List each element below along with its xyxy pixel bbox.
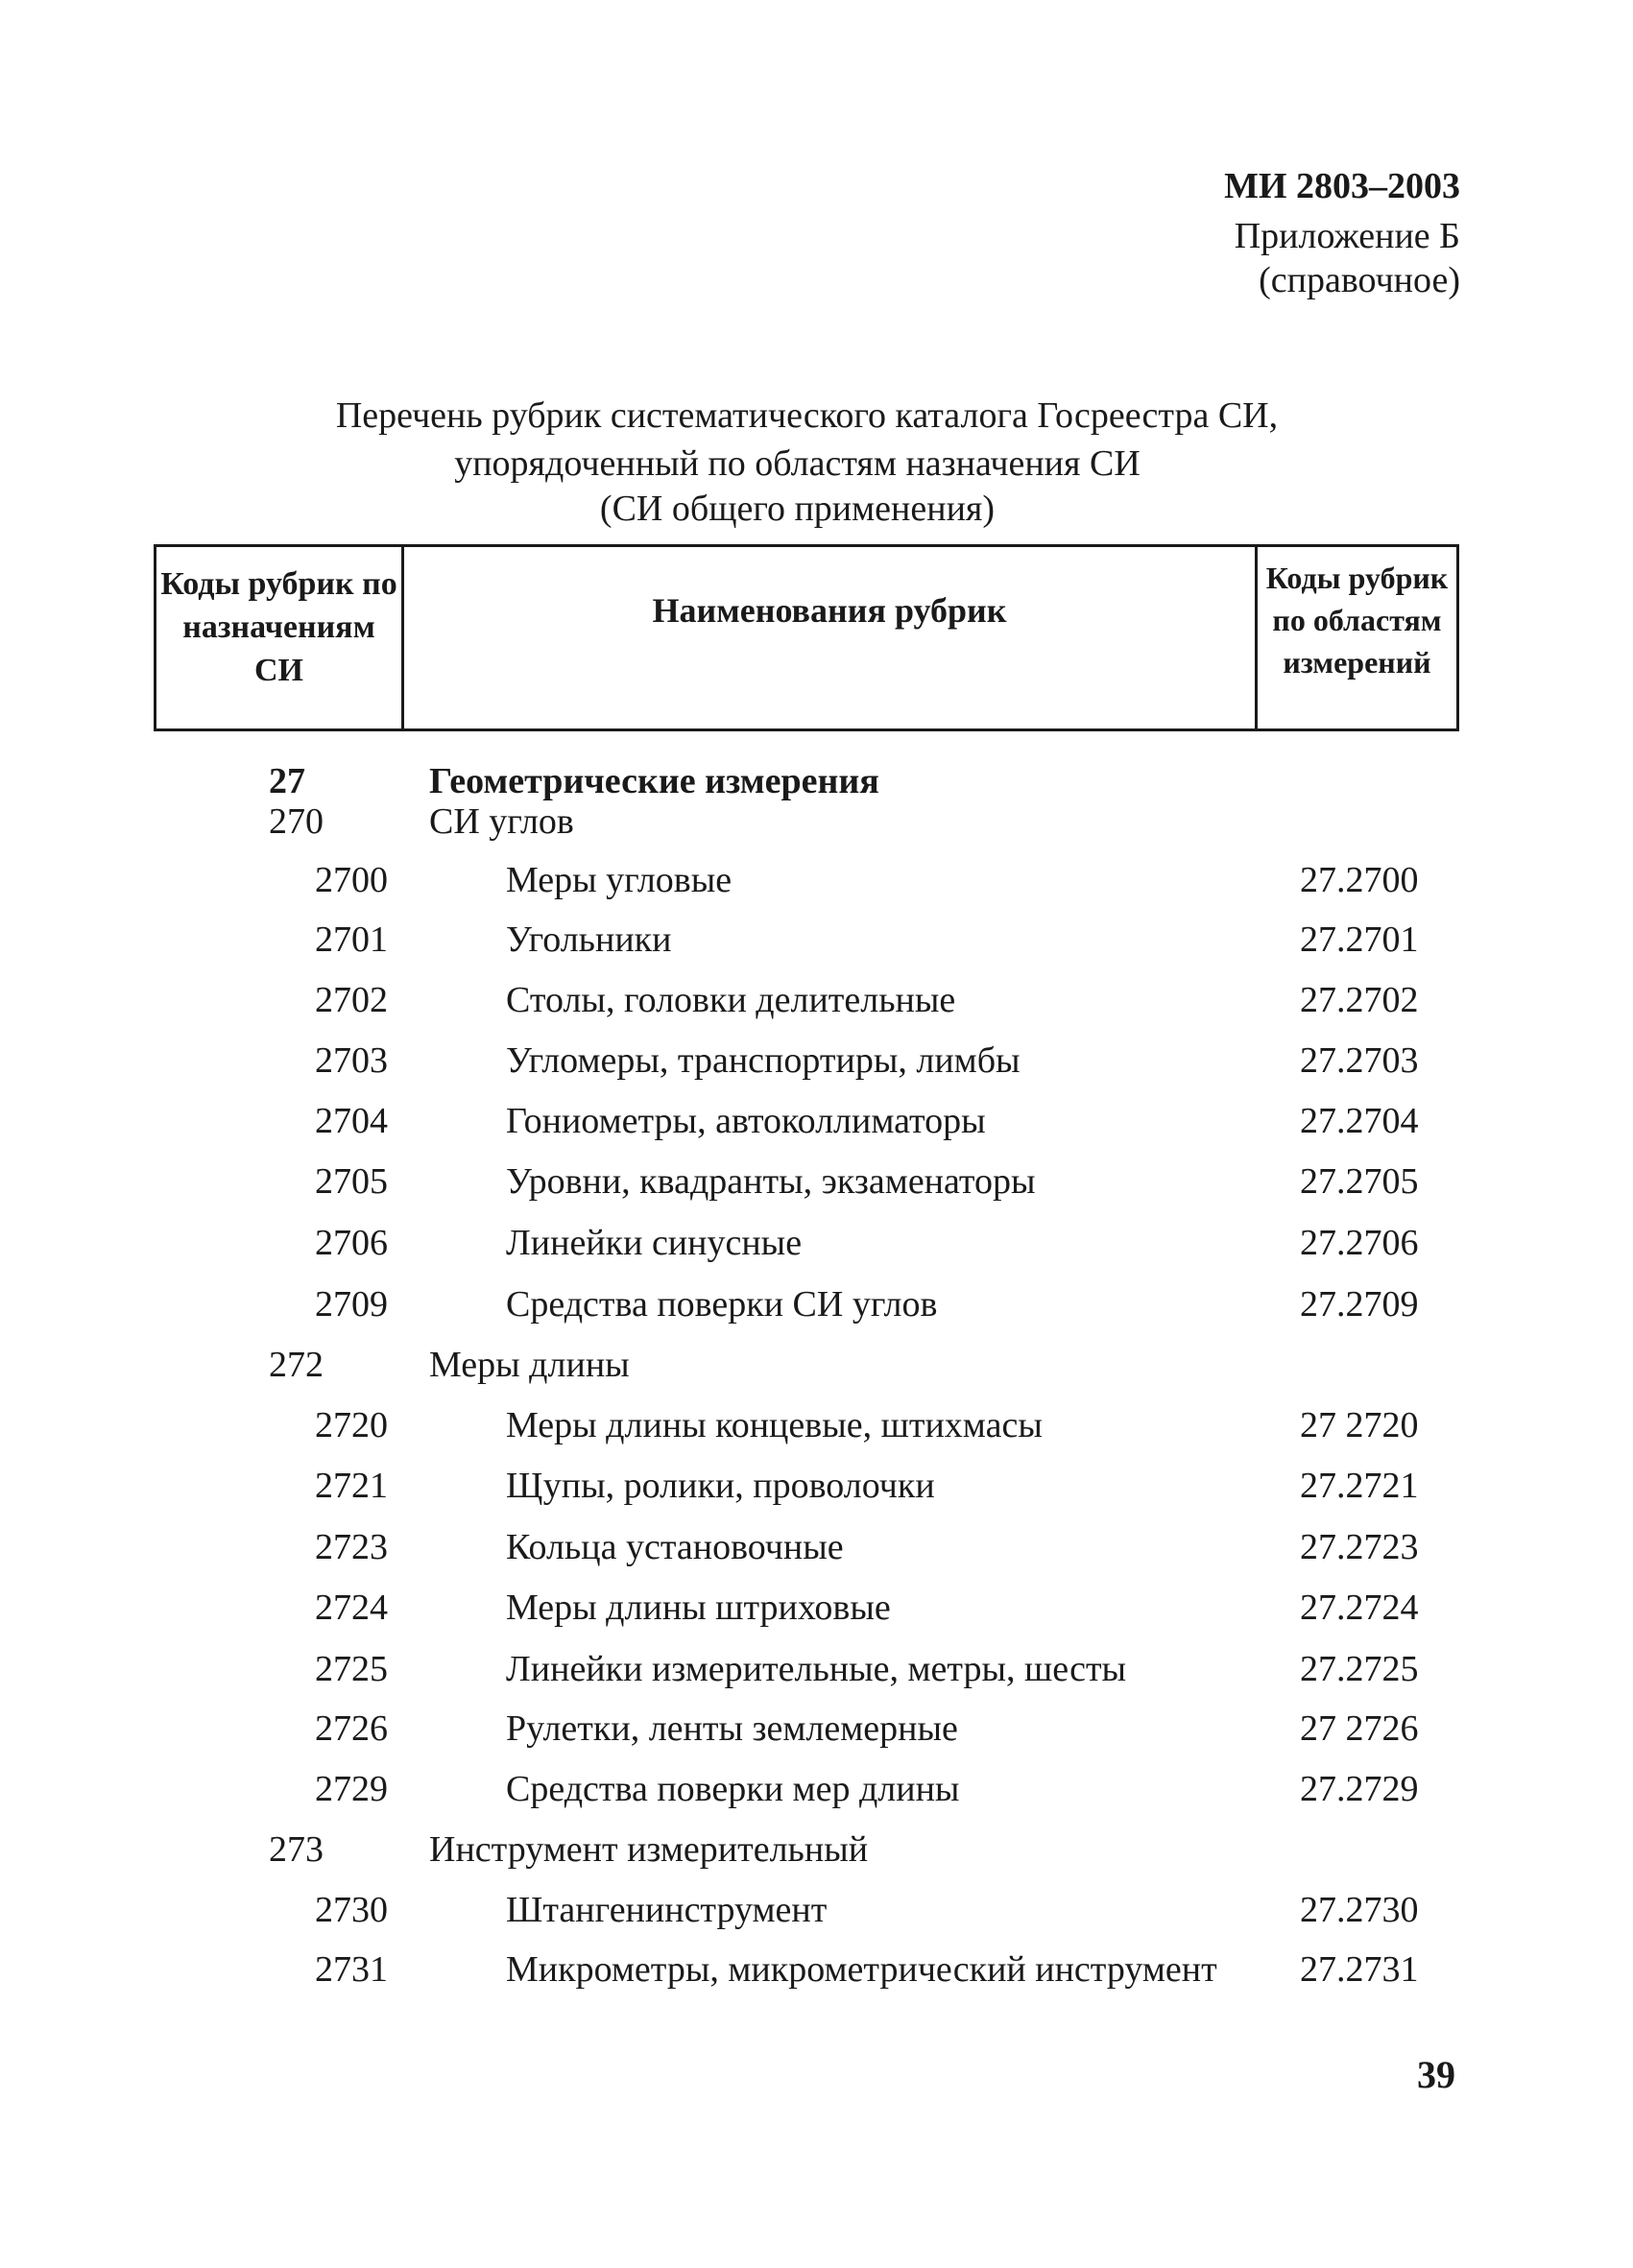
row-code: 2703: [315, 1040, 388, 1081]
row-name: Столы, головки делительные: [506, 980, 956, 1020]
title-line-1: Перечень рубрик систематического каталога Госреестра СИ,: [335, 395, 1279, 436]
row-code: 2726: [315, 1708, 388, 1749]
row-measurement-code: 27.2730: [1300, 1890, 1419, 1930]
row-measurement-code: 27 2726: [1300, 1708, 1419, 1749]
row-name: Геометрические измерения: [429, 761, 879, 801]
row-code: 273: [269, 1829, 324, 1870]
row-name: Меры длины: [429, 1345, 630, 1385]
row-code: 2720: [315, 1405, 388, 1445]
row-code: 272: [269, 1345, 324, 1385]
row-measurement-code: 27.2729: [1300, 1769, 1419, 1809]
row-code: 2702: [315, 980, 388, 1020]
row-code: 2700: [315, 860, 388, 900]
row-code: 2729: [315, 1769, 388, 1809]
row-name: Средства поверки СИ углов: [506, 1284, 938, 1325]
row-name: Угломеры, транспортиры, лимбы: [506, 1040, 1021, 1081]
row-measurement-code: 27.2705: [1300, 1161, 1419, 1202]
title-line-2: упорядоченный по областям назначения СИ: [454, 443, 1141, 484]
row-code: 2709: [315, 1284, 388, 1325]
row-name: Средства поверки мер длины: [506, 1769, 960, 1809]
row-code: 2730: [315, 1890, 388, 1930]
row-name: Угольники: [506, 919, 672, 960]
row-code: 2701: [315, 919, 388, 960]
row-name: Меры длины штриховые: [506, 1588, 891, 1628]
row-name: Микрометры, микрометрический инструмент: [506, 1949, 1217, 1990]
row-code: 270: [269, 801, 324, 842]
row-measurement-code: 27 2720: [1300, 1405, 1419, 1445]
row-name: Рулетки, ленты землемерные: [506, 1708, 958, 1749]
header-purpose-codes: Коды рубрик по назначениям СИ: [160, 566, 397, 688]
row-code: 27: [269, 761, 305, 801]
row-measurement-code: 27.2703: [1300, 1040, 1419, 1081]
title-line-3: (СИ общего применения): [599, 489, 996, 529]
row-code: 2725: [315, 1649, 388, 1689]
row-code: 2706: [315, 1223, 388, 1263]
row-code: 2704: [315, 1101, 388, 1141]
header-measurement-codes: Коды рубрик по областям измерений: [1265, 561, 1449, 680]
row-code: 2731: [315, 1949, 388, 1990]
row-code: 2721: [315, 1466, 388, 1506]
row-name: Линейки измерительные, метры, шесты: [506, 1649, 1127, 1689]
row-name: Штангенинструмент: [506, 1890, 828, 1930]
row-name: СИ углов: [429, 801, 574, 842]
row-measurement-code: 27.2700: [1300, 860, 1419, 900]
header-rubric-names: Наименования рубрик: [652, 591, 1007, 630]
row-measurement-code: 27.2724: [1300, 1588, 1419, 1628]
row-measurement-code: 27.2725: [1300, 1649, 1419, 1689]
row-measurement-code: 27.2731: [1300, 1949, 1419, 1990]
row-measurement-code: 27.2721: [1300, 1466, 1419, 1506]
row-code: 2705: [315, 1161, 388, 1202]
row-name: Уровни, квадранты, экзаменаторы: [506, 1161, 1036, 1202]
row-measurement-code: 27.2723: [1300, 1527, 1419, 1567]
row-measurement-code: 27.2704: [1300, 1101, 1419, 1141]
row-code: 2724: [315, 1588, 388, 1628]
row-measurement-code: 27.2709: [1300, 1284, 1419, 1325]
row-name: Инструмент измерительный: [429, 1829, 869, 1870]
appendix-label: Приложение Б: [1234, 216, 1460, 256]
row-measurement-code: 27.2706: [1300, 1223, 1419, 1263]
row-name: Меры угловые: [506, 860, 732, 900]
row-name: Меры длины концевые, штихмасы: [506, 1405, 1043, 1445]
appendix-type: (справочное): [1259, 260, 1460, 300]
page-number: 39: [1417, 2053, 1455, 2096]
table-header: [154, 544, 1459, 731]
row-code: 2723: [315, 1527, 388, 1567]
document-code: МИ 2803–2003: [1224, 166, 1460, 206]
row-name: Линейки синусные: [506, 1223, 803, 1263]
row-name: Кольца установочные: [506, 1527, 844, 1567]
row-measurement-code: 27.2702: [1300, 980, 1419, 1020]
row-name: Щупы, ролики, проволочки: [506, 1466, 935, 1506]
row-measurement-code: 27.2701: [1300, 919, 1419, 960]
row-name: Гониометры, автоколлиматоры: [506, 1101, 986, 1141]
